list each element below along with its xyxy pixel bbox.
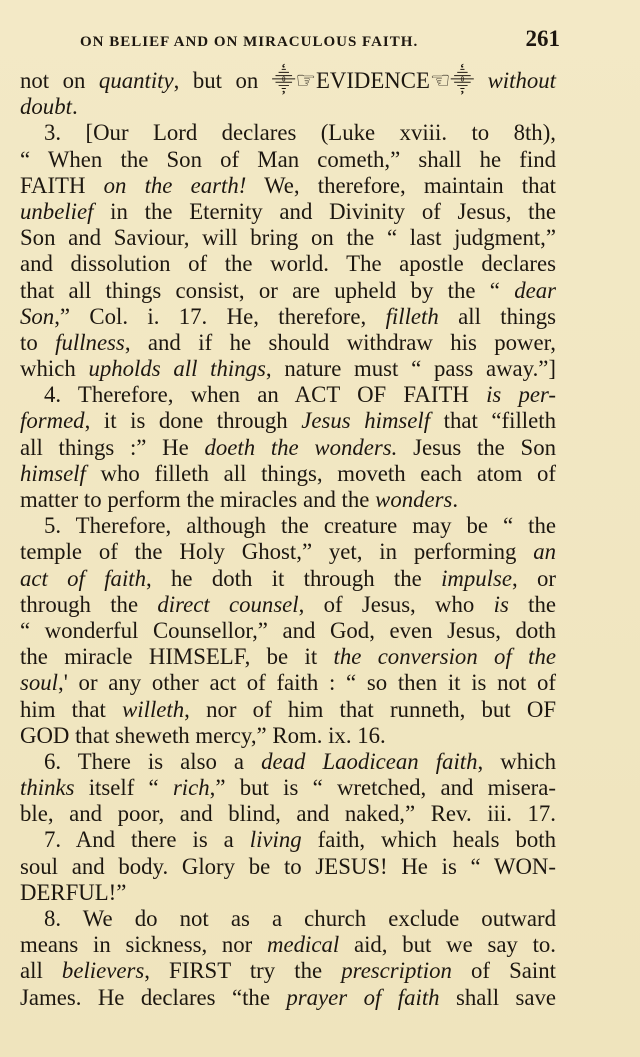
italic-text: wonders (375, 487, 453, 512)
text-run: all (20, 958, 62, 984)
text-line (20, 985, 556, 1011)
text-line (20, 670, 556, 696)
italic-text: an (533, 539, 556, 565)
text-run: all things :” He (20, 434, 205, 460)
text-run: and dissolution of the world. The apostle declares (20, 251, 556, 277)
text-run: 7. And there is a (44, 827, 250, 853)
text-line (20, 330, 556, 356)
text-line (20, 120, 556, 146)
text-run: , but on (173, 68, 272, 93)
italic-text: unbelief (20, 198, 94, 224)
text-run: FAITH (20, 172, 104, 198)
text-run: that all things consist, or are upheld by the “ (20, 277, 515, 303)
text-run: that “filleth (430, 408, 556, 434)
text-line (20, 906, 556, 932)
text-run: 8. We do not as a church exclude outward (44, 906, 556, 931)
text-line (20, 356, 556, 382)
text-line (20, 435, 556, 461)
text-line (20, 225, 556, 251)
text-run: . (71, 94, 78, 120)
text-run: ⸎☞EVIDENCE☜⸎ (271, 68, 475, 93)
text-line (20, 592, 556, 618)
italic-text: thinks (20, 775, 75, 801)
running-title: ON BELIEF AND ON MIRACULOUS FAITH. (80, 34, 419, 50)
text-line (20, 278, 556, 304)
text-run: 6. There is also a (44, 748, 262, 774)
italic-text: believers (61, 958, 145, 984)
italic-text: doeth the wonders. (204, 434, 398, 460)
italic-text: quantity (98, 68, 174, 93)
text-line (20, 539, 556, 565)
italic-text: impulse (441, 565, 512, 591)
text-run: aid, but we say to. (339, 932, 557, 958)
text-run: the miracle HIMSELF, be it (20, 644, 334, 670)
text-run: means in sickness, nor (20, 932, 268, 958)
text-run: itself “ (74, 775, 173, 801)
text-line (20, 697, 556, 723)
italic-text: formed (20, 408, 85, 434)
text-line (20, 958, 556, 984)
italic-text: rich (172, 775, 210, 801)
text-run: soul and body. Glory be to JESUS! He is “ WON- (20, 853, 556, 879)
text-run: , he doth it through the (146, 565, 442, 591)
italic-text: Jesus himself (301, 408, 431, 434)
text-run: matter to perform the miracles and the (20, 487, 376, 512)
text-run: the (508, 591, 556, 617)
text-line (20, 801, 556, 827)
italic-text: is per- (486, 382, 556, 408)
text-run: ,' or any other act of faith : “ so then it is not of (58, 670, 556, 696)
italic-text: willeth (122, 696, 185, 722)
text-run: 5. Therefore, although the creature may be “ the (44, 513, 556, 539)
text-run: him that (20, 696, 123, 722)
italic-text: medical (267, 932, 340, 958)
text-run: Jesus the Son (397, 434, 557, 460)
italic-text: dear (514, 277, 556, 303)
text-line (20, 487, 556, 513)
italic-text: upholds all things (88, 356, 266, 382)
italic-text: himself (20, 460, 86, 486)
text-line (20, 723, 556, 749)
text-run: of Saint (451, 958, 556, 984)
text-run: , it is done through (84, 408, 302, 434)
text-run: 3. [Our Lord declares (Luke xviii. to 8th), (44, 120, 556, 146)
italic-text: on the earth! (103, 172, 247, 198)
italic-text: without (474, 68, 557, 93)
text-run: in the Eternity and Divinity of Jesus, the (93, 198, 556, 224)
text-run: through the (20, 591, 158, 617)
text-line (20, 775, 556, 801)
text-line (20, 854, 556, 880)
text-line (20, 932, 556, 958)
text-run: shall save (439, 984, 556, 1010)
text-run: , or (512, 565, 557, 591)
text-run: ble, and poor, and blind, and naked,” Rev. iii. 17. (20, 801, 556, 827)
text-run: Son and Saviour, will bring on the “ last judgment,” (20, 225, 556, 251)
text-run: faith, which heals both (301, 827, 557, 853)
text-run: 4. Therefore, when an ACT OF FAITH (44, 382, 487, 408)
text-run: , of Jesus, who (298, 591, 494, 617)
running-header (80, 28, 560, 58)
text-line (20, 513, 556, 539)
text-line (20, 408, 556, 434)
text-run: James. He declares “the (20, 984, 287, 1010)
body-text (20, 68, 556, 1011)
italic-text: the conversion of the (333, 644, 556, 670)
text-line (20, 827, 556, 853)
text-run: , which (477, 748, 556, 774)
text-run: We, therefore, maintain that (246, 172, 556, 198)
text-run: temple of the Holy Ghost,” yet, in performing (20, 539, 534, 565)
text-run: , and if he should withdraw his power, (124, 329, 556, 355)
text-line (20, 147, 556, 173)
italic-text: living (249, 827, 302, 853)
text-line (20, 199, 556, 225)
text-run: , nor of him that runneth, but OF (184, 696, 556, 722)
text-line (20, 566, 556, 592)
text-run: , FIRST try the (144, 958, 342, 984)
text-line (20, 618, 556, 644)
italic-text: dead Laodicean faith (261, 748, 478, 774)
text-line (20, 461, 556, 487)
text-line (20, 749, 556, 775)
italic-text: prayer of faith (286, 984, 440, 1010)
text-line (20, 644, 556, 670)
italic-text: act of faith (20, 565, 147, 591)
text-line (20, 382, 556, 408)
text-run: which (20, 356, 89, 382)
text-line (20, 173, 556, 199)
text-run: “ wonderful Counsellor,” and God, even Jesus, doth (20, 617, 556, 643)
italic-text: Son (20, 303, 55, 329)
italic-text: filleth (385, 303, 439, 329)
text-line (20, 880, 556, 906)
text-run: ,” Col. i. 17. He, therefore, (54, 303, 386, 329)
text-run: , nature must “ pass away.”] (265, 356, 556, 382)
text-run: “ When the Son of Man cometh,” shall he find (20, 146, 556, 172)
text-run: all things (438, 303, 557, 329)
text-line (20, 251, 556, 277)
italic-text: soul (20, 670, 59, 696)
italic-text: fullness (55, 329, 125, 355)
italic-text: prescription (341, 958, 452, 984)
text-line (20, 304, 556, 330)
text-run: ,” but is “ wretched, and misera- (209, 775, 556, 801)
italic-text: doubt (20, 94, 72, 120)
text-run: not on (20, 68, 99, 93)
text-line (20, 68, 556, 94)
text-run: DERFUL!” (20, 879, 127, 905)
text-line (20, 94, 556, 120)
italic-text: direct counsel (157, 591, 299, 617)
text-run: to (20, 329, 56, 355)
text-run: GOD that sheweth mercy,” Rom. ix. 16. (20, 722, 386, 748)
text-run: who filleth all things, moveth each atom of (85, 460, 556, 486)
italic-text: is (493, 591, 509, 617)
page-number: 261 (525, 26, 560, 51)
text-run: . (452, 487, 459, 512)
